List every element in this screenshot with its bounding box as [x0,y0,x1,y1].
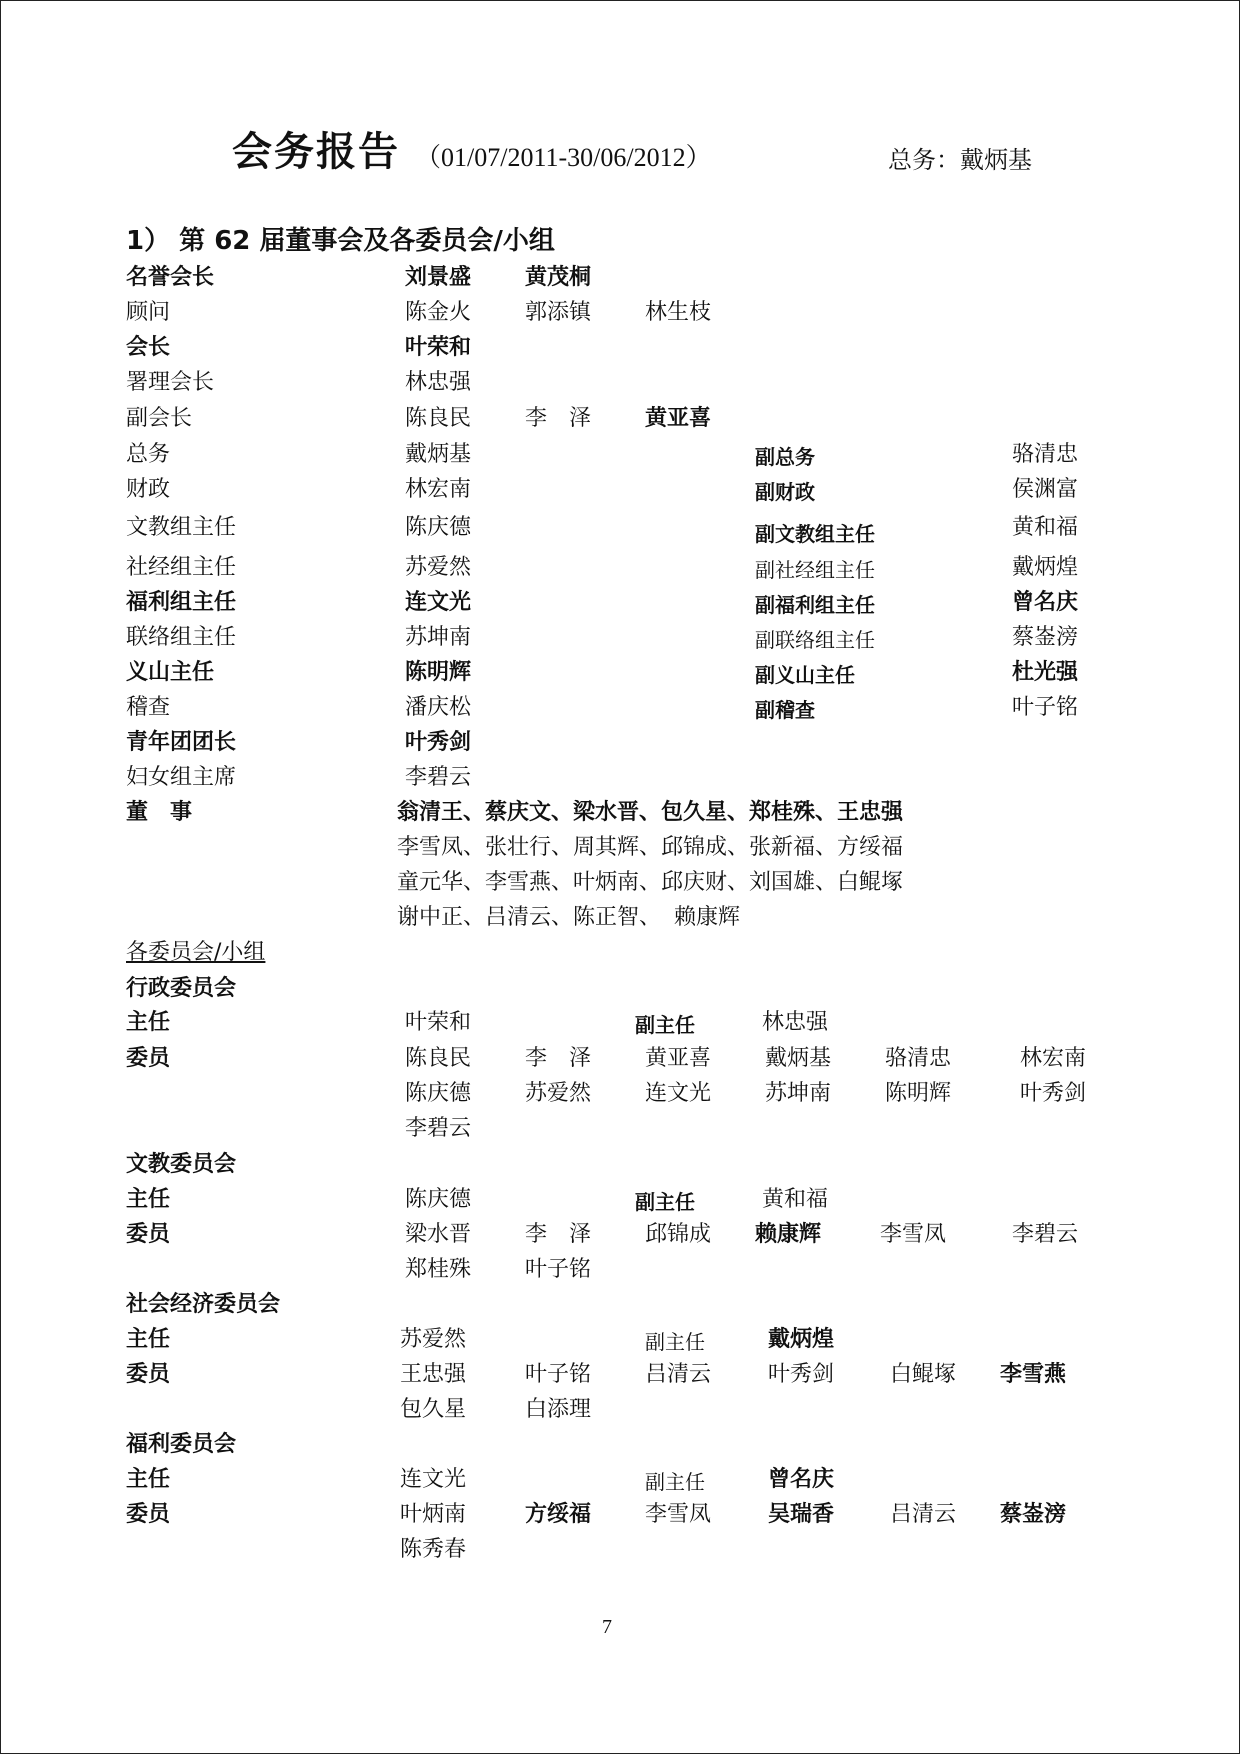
person-name: 戴炳煌 [768,1327,835,1352]
person-name: 叶秀剑 [405,730,472,755]
person-name: 陈良民 [405,406,472,431]
role-label: 董 事 [126,800,193,825]
committee-title: 文教委员会 [126,1152,237,1177]
member-name: 陈明辉 [885,1081,952,1106]
role-label: 委员 [126,1046,171,1071]
member-name: 王忠强 [400,1362,467,1387]
person-name: 黄茂桐 [525,265,592,290]
directors-line: 童元华、李雪燕、叶炳南、邱庆财、刘国雄、白鲲塚 [397,870,904,895]
member-name: 白添理 [525,1397,592,1422]
person-name: 黄和福 [762,1187,829,1212]
person-name: 苏坤南 [405,625,472,650]
person-name: 黄和福 [1012,515,1079,540]
person-name: 侯渊富 [1012,477,1079,502]
committees-heading: 各委员会/小组 [126,940,266,965]
person-name: 杜光强 [1012,660,1079,685]
person-name: 李碧云 [405,765,472,790]
member-name: 李 泽 [525,1222,592,1247]
person-name: 骆清忠 [1012,442,1079,467]
role-label: 福利组主任 [126,590,237,615]
person-name: 郭添镇 [525,300,592,325]
directors-line: 翁清王、蔡庆文、梁水晋、包久星、郑桂殊、王忠强 [397,800,904,825]
role-label: 文教组主任 [126,515,237,540]
member-name: 李雪凤 [880,1222,947,1247]
page-number: 7 [602,1616,612,1638]
member-name: 郑桂殊 [405,1257,472,1282]
role-label: 主任 [126,1327,171,1352]
member-name: 赖康辉 [755,1222,822,1247]
member-name: 苏坤南 [765,1081,832,1106]
role-label: 社经组主任 [126,555,237,580]
member-name: 李碧云 [1012,1222,1079,1247]
role-label: 主任 [126,1187,171,1212]
deputy-role-label: 副社经组主任 [755,558,875,582]
role-label: 稽查 [126,695,171,720]
member-name: 吕清云 [645,1362,712,1387]
person-name: 刘景盛 [405,265,472,290]
role-label: 妇女组主席 [126,765,237,790]
role-label: 主任 [126,1010,171,1035]
person-name: 潘庆松 [405,695,472,720]
directors-line: 李雪凤、张壮行、周其辉、邱锦成、张新福、方绥福 [397,835,904,860]
person-name: 陈明辉 [405,660,472,685]
member-name: 李碧云 [405,1116,472,1141]
member-name: 叶秀剑 [768,1362,835,1387]
member-name: 苏爱然 [525,1081,592,1106]
role-label: 主任 [126,1467,171,1492]
report-author: 总务：戴炳基 [888,146,1032,174]
role-label: 委员 [126,1362,171,1387]
person-name: 曾名庆 [1012,590,1079,615]
person-name: 连文光 [400,1467,467,1492]
role-label: 总务 [126,442,171,467]
role-label: 委员 [126,1222,171,1247]
role-label: 财政 [126,477,171,502]
role-label: 联络组主任 [126,625,237,650]
role-label: 青年团团长 [126,730,237,755]
member-name: 蔡崟滂 [1000,1502,1067,1527]
member-name: 黄亚喜 [645,1046,712,1071]
role-label: 义山主任 [126,660,215,685]
deputy-role-label: 副主任 [645,1470,705,1494]
deputy-role-label: 副主任 [635,1013,695,1037]
member-name: 吴瑞香 [768,1502,835,1527]
member-name: 骆清忠 [885,1046,952,1071]
role-label: 顾问 [126,300,171,325]
role-label: 副会长 [126,406,193,431]
person-name: 连文光 [405,590,472,615]
person-name: 陈金火 [405,300,472,325]
member-name: 戴炳基 [765,1046,832,1071]
member-name: 陈良民 [405,1046,472,1071]
report-date-range: （01/07/2011-30/06/2012） [415,143,712,172]
person-name: 叶荣和 [405,335,472,360]
person-name: 陈庆德 [405,515,472,540]
deputy-role-label: 副总务 [755,445,815,469]
deputy-role-label: 副稽查 [755,698,815,722]
member-name: 叶秀剑 [1020,1081,1087,1106]
deputy-role-label: 副主任 [635,1190,695,1214]
report-title: 会务报告 [232,129,400,175]
member-name: 李雪燕 [1000,1362,1067,1387]
person-name: 苏爱然 [405,555,472,580]
committee-title: 福利委员会 [126,1432,237,1457]
person-name: 曾名庆 [768,1467,835,1492]
member-name: 邱锦成 [645,1222,712,1247]
committee-title: 行政委员会 [126,976,237,1001]
member-name: 梁水晋 [405,1222,472,1247]
role-label: 会长 [126,335,171,360]
person-name: 林生枝 [645,300,712,325]
person-name: 黄亚喜 [645,406,712,431]
member-name: 包久星 [400,1397,467,1422]
person-name: 林忠强 [405,370,472,395]
deputy-role-label: 副义山主任 [755,663,855,687]
committee-title: 社会经济委员会 [126,1292,281,1317]
member-name: 李 泽 [525,1046,592,1071]
member-name: 叶炳南 [400,1502,467,1527]
deputy-role-label: 副福利组主任 [755,593,875,617]
deputy-role-label: 副财政 [755,480,815,504]
person-name: 李 泽 [525,406,592,431]
person-name: 叶荣和 [405,1010,472,1035]
member-name: 陈秀春 [400,1537,467,1562]
person-name: 蔡崟滂 [1012,625,1079,650]
deputy-role-label: 副联络组主任 [755,628,875,652]
person-name: 戴炳煌 [1012,555,1079,580]
member-name: 叶子铭 [525,1362,592,1387]
role-label: 署理会长 [126,370,215,395]
role-label: 委员 [126,1502,171,1527]
person-name: 戴炳基 [405,442,472,467]
section-heading: 1） 第 62 届董事会及各委员会/小组 [126,226,555,256]
member-name: 方绥福 [525,1502,592,1527]
person-name: 林宏南 [405,477,472,502]
directors-line: 谢中正、吕清云、陈正智、 赖康辉 [397,905,740,930]
member-name: 叶子铭 [525,1257,592,1282]
member-name: 陈庆德 [405,1081,472,1106]
person-name: 林忠强 [762,1010,829,1035]
person-name: 陈庆德 [405,1187,472,1212]
person-name: 叶子铭 [1012,695,1079,720]
member-name: 连文光 [645,1081,712,1106]
member-name: 林宏南 [1020,1046,1087,1071]
member-name: 李雪凤 [645,1502,712,1527]
member-name: 吕清云 [890,1502,957,1527]
deputy-role-label: 副文教组主任 [755,522,875,546]
deputy-role-label: 副主任 [645,1330,705,1354]
member-name: 白鲲塚 [890,1362,957,1387]
person-name: 苏爱然 [400,1327,467,1352]
role-label: 名誉会长 [126,265,215,290]
